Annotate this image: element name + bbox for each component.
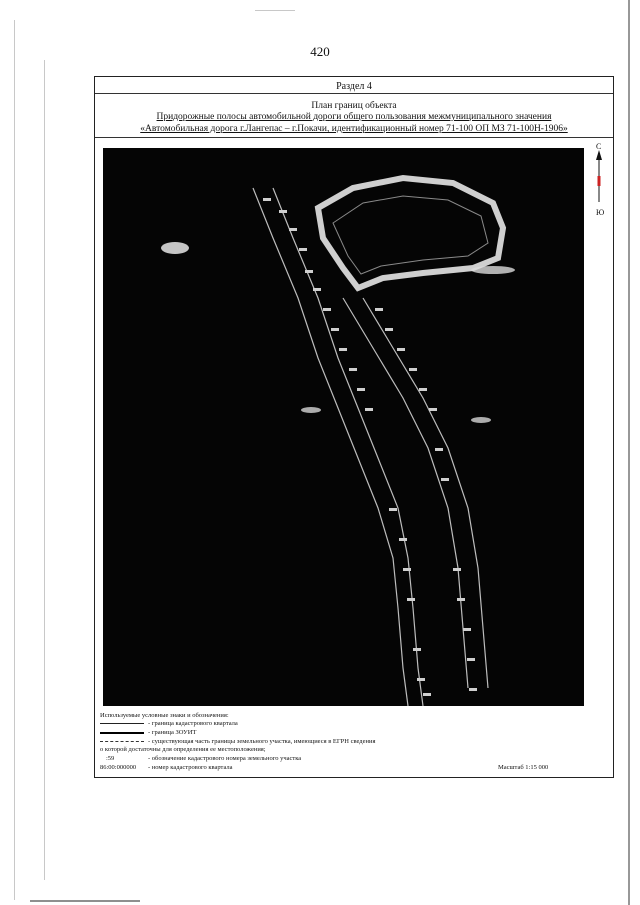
map-scale: Масштаб 1:15 000: [498, 764, 549, 771]
boundary-map: [103, 148, 584, 706]
scan-artifact-top: [255, 10, 295, 11]
legend-text: - обозначение кадастрового номера земельного участка: [148, 755, 302, 762]
dashed-line-symbol: [100, 741, 144, 743]
compass-north-label: С: [596, 142, 602, 151]
legend-row-existing-boundary-cont: [100, 746, 520, 754]
land-patch: [161, 242, 189, 254]
legend-title: Используемые условные знаки и обозначения:: [100, 712, 229, 719]
plan-subtitle-line1: Придорожные полосы автомобильной дороги общего пользования межмуниципального значения: [156, 112, 552, 122]
legend-text: - существующая часть границы земельного участка, имеющиеся в ЕГРН сведения: [148, 738, 376, 745]
scan-artifact-right: [628, 0, 630, 905]
section-title: Раздел 4: [336, 81, 372, 92]
land-patch: [471, 266, 515, 274]
parcel-number-sample: :59: [106, 755, 115, 762]
header-divider: [95, 93, 613, 94]
road-band-west-2: [273, 188, 423, 706]
legend-row-parcel-number: [100, 755, 520, 763]
plan-title: План границ объекта: [311, 101, 397, 111]
legend-row-cadastral-boundary: [100, 720, 520, 728]
land-patch: [471, 417, 491, 423]
lake-inner: [333, 196, 488, 274]
compass-south-label: Ю: [596, 208, 605, 217]
legend-text: - граница кадастрового квартала: [148, 720, 238, 727]
legend-row-quarter-number: [100, 764, 520, 772]
legend-text: - номер кадастрового квартала: [148, 764, 233, 771]
legend-row-zone-boundary: [100, 729, 520, 737]
thin-line-symbol: [100, 723, 144, 724]
land-patch: [301, 407, 321, 413]
scan-artifact-left: [14, 20, 15, 900]
quarter-number-sample: 86:00:000000: [100, 764, 137, 771]
road-band-east: [343, 298, 468, 688]
map-drawing: [103, 148, 584, 706]
title-divider: [95, 137, 613, 138]
scan-artifact-left-2: [44, 60, 45, 880]
legend-row-existing-boundary: [100, 738, 520, 746]
bold-line-symbol: [100, 732, 144, 734]
legend-text: - граница ЗОУИТ: [148, 729, 197, 736]
plan-subtitle-line2: «Автомобильная дорога г.Лангепас – г.Покачи, идентификационный номер 71-100 ОП МЗ 71-100Н-1906»: [140, 124, 568, 134]
scan-artifact-bottom: [30, 900, 140, 902]
legend-text: о которой достаточны для определения ее местоположения;: [100, 746, 266, 753]
page-number: 420: [310, 44, 330, 59]
